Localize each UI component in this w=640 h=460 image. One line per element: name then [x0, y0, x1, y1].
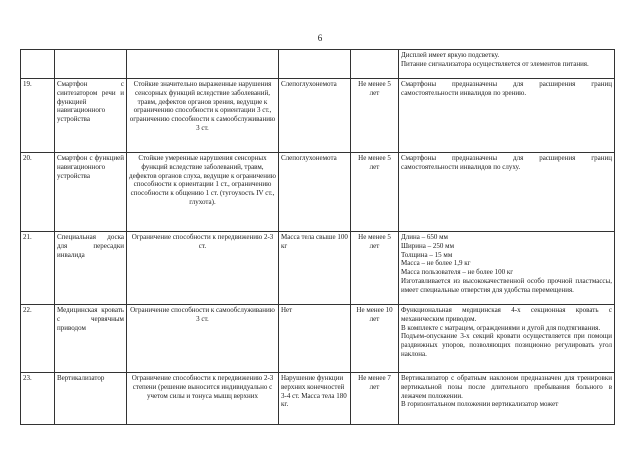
- continuation-line: Дисплей имеет яркую подсветку.: [401, 51, 500, 59]
- equipment-table: [20, 49, 615, 425]
- row-number: 23.: [21, 373, 55, 425]
- item-name: Специальная доска для пересадки инвалида: [55, 232, 127, 305]
- contraindications: Слепоглухонемота: [279, 153, 351, 232]
- table-row: [21, 153, 615, 232]
- description-line: Масса – не более 1,9 кг: [401, 259, 471, 268]
- description-line: Изготавливается из высококачественной особо прочной пластмассы, имеет специальные отверстия для удобства перемещения.: [401, 276, 612, 294]
- table-row: [21, 232, 615, 305]
- item-name: Вертикализатор: [55, 373, 127, 425]
- row-number: 21.: [21, 232, 55, 305]
- item-name: Медицинская кровать с червячным приводом: [55, 305, 127, 373]
- description-line: Подъем-опускание 3-х секций кровати осуществляется при помощи раздвижных упоров, позволяющих позиционно регулировать угол наклона.: [401, 332, 612, 358]
- description: [399, 373, 615, 425]
- item-name: Смартфон с функцией навигационного устройства: [55, 153, 127, 232]
- continuation-line: Питание сигнализатора осуществляется от элементов питания.: [401, 59, 589, 68]
- row-number: 22.: [21, 305, 55, 373]
- indications: Стойкие значительно выраженные нарушения сенсорных функций вследствие заболеваний, травм, дефектов органов зрения, ведущие к ограничению способности к ориентации 3 ст., ограничению способности к самообслуживанию 3 ст.: [127, 79, 279, 153]
- description: [399, 305, 615, 373]
- service-term: Не менее 5 лет: [351, 153, 399, 232]
- description-line: В горизонтальном положении вертикализатор может: [401, 400, 559, 409]
- description-line: Толщина – 15 мм: [401, 250, 453, 259]
- contraindications: Нарушение функции верхних конечностей 3-4 ст. Масса тела 180 кг.: [279, 373, 351, 425]
- description: [399, 153, 615, 232]
- service-term: Не менее 10 лет: [351, 305, 399, 373]
- indications: Ограничение способности к самообслуживанию 3 ст.: [127, 305, 279, 373]
- description-line: Ширина – 250 мм: [401, 241, 455, 250]
- description: [399, 79, 615, 153]
- description-line: Вертикализатор с обратным наклоном предназначен для тренировки вертикальной позы после длительного пребывания больного в лежачем положении.: [401, 374, 612, 400]
- indications: Стойкие умеренные нарушения сенсорных функций вследствие заболеваний, травм, дефектов органов слуха, ведущие к ограничению способности к ориентации 1 ст., ограничению способности к общению 1 ст. (тугоухость IV ст., глухота).: [127, 153, 279, 232]
- table-row: [21, 373, 615, 425]
- indications: Ограничение способности к передвижению 2-3 ст.: [127, 232, 279, 305]
- description-line: Функциональная медицинская 4-х секционная кровать с механическим приводом.: [401, 306, 612, 323]
- contraindications: Слепоглухонемота: [279, 79, 351, 153]
- table-row: [21, 305, 615, 373]
- table-row-continuation: [21, 50, 615, 79]
- description-line: В комплекте с матрацем, ограждениями и дугой для подтягивания.: [401, 323, 601, 332]
- row-number: 19.: [21, 79, 55, 153]
- description-line: Длина – 650 мм: [401, 233, 448, 241]
- description-line: Смартфоны предназначены для расширения границ самостоятельности инвалидов по зрению.: [401, 80, 612, 97]
- page-number: 6: [317, 33, 323, 43]
- service-term: Не менее 7 лет: [351, 373, 399, 425]
- service-term: Не менее 5 лет: [351, 79, 399, 153]
- continuation-description: [399, 50, 615, 79]
- description-line: Смартфоны предназначены для расширения границ самостоятельности инвалидов по слуху.: [401, 154, 612, 171]
- row-number: 20.: [21, 153, 55, 232]
- contraindications: Нет: [279, 305, 351, 373]
- item-name: Смартфон с синтезатором речи и функцией навигационного устройства: [55, 79, 127, 153]
- description-line: Масса пользователя – не более 100 кг: [401, 268, 514, 276]
- indications: Ограничение способности к передвижению 2-3 степени (решение выносится индивидуально с учетом силы и тонуса мышц верхних: [127, 373, 279, 425]
- service-term: Не менее 5 лет: [351, 232, 399, 305]
- table-row: [21, 79, 615, 153]
- contraindications: Масса тела свыше 100 кг: [279, 232, 351, 305]
- description: [399, 232, 615, 305]
